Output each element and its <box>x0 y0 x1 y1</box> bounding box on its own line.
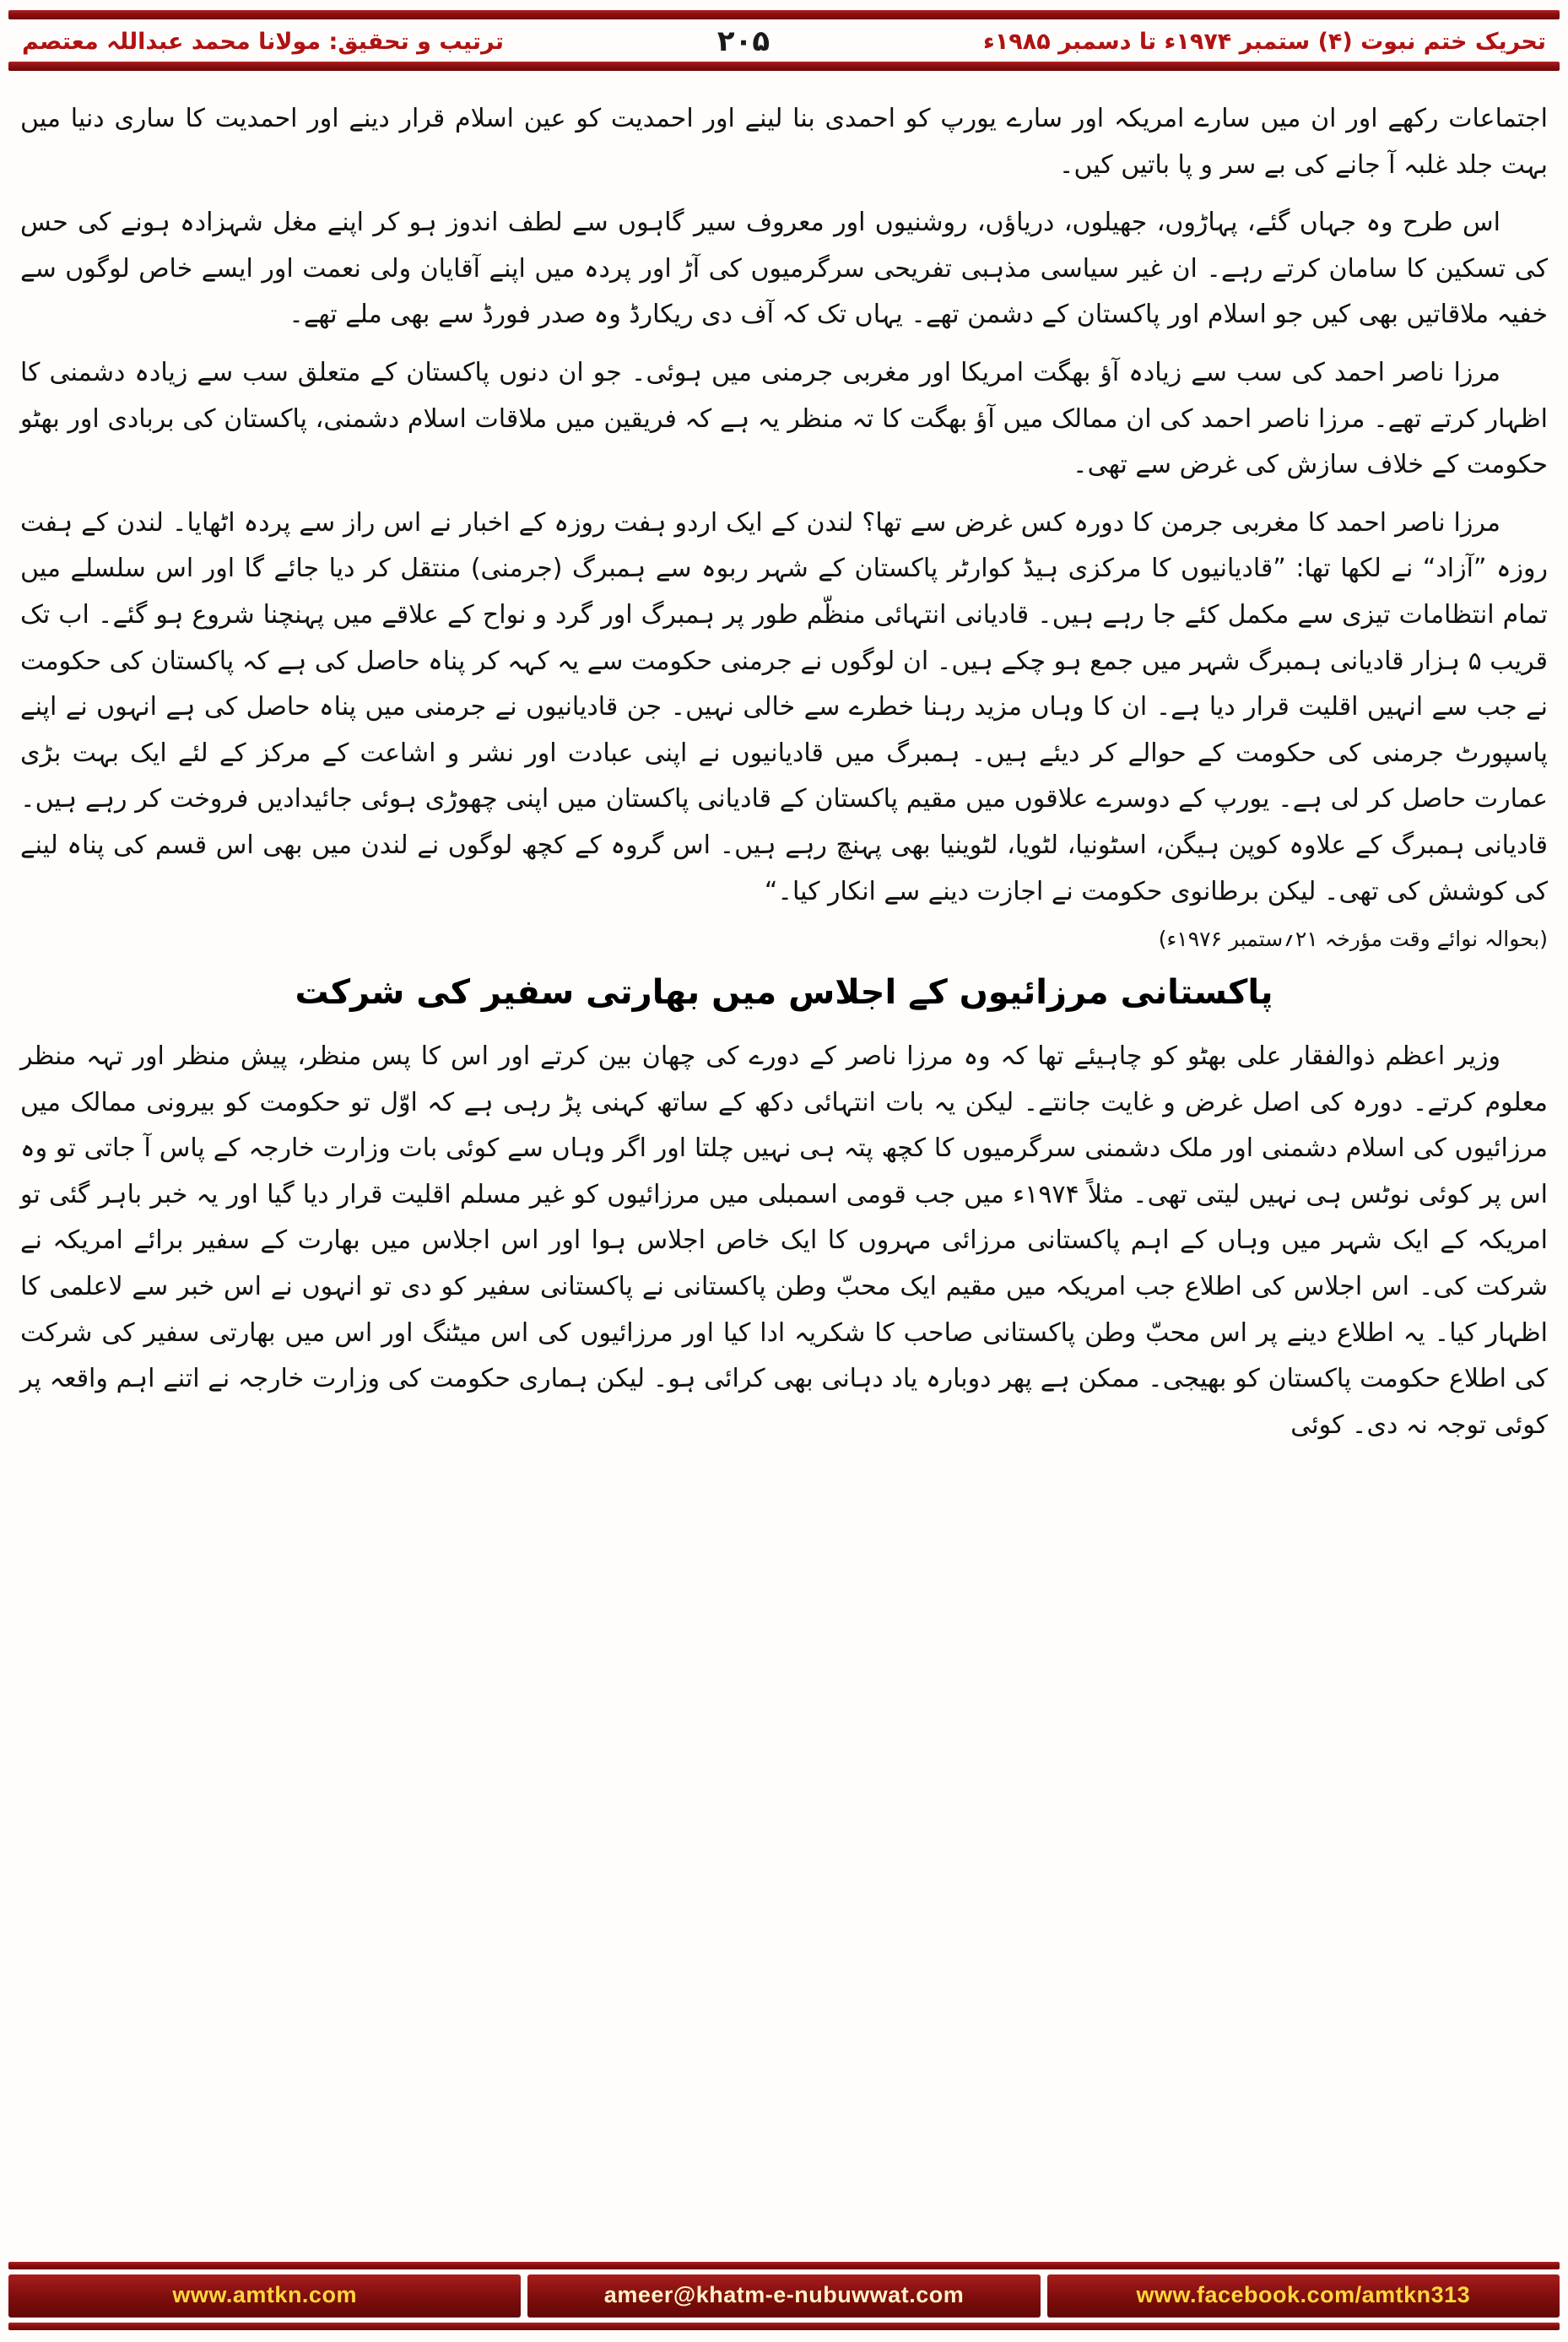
paragraph: اس طرح وہ جہاں گئے، پہاڑوں، جھیلوں، دریاؤں، روشنیوں اور معروف سیر گاہوں سے لطف اندوز ہو کر اپنے مغل شہزادہ ہونے کی حس کی تسکین کا سامان کرتے رہے۔ ان غیر سیاسی مذہبی تفریحی سرگرمیوں کی آڑ اور پردہ میں اپنے آقایان ولی نعمت اور ایسے خاص لوگوں سے خفیہ ملاقاتیں بھی کیں جو اسلام اور پاکستان کے دشمن تھے۔ یہاں تک کہ آف دی ریکارڈ وہ صدر فورڈ سے بھی ملے تھے۔ <box>20 208 1548 330</box>
footer-links-row <box>8 2274 1560 2318</box>
header-top-rule <box>8 10 1560 19</box>
footer-website-link[interactable]: www.amtkn.com <box>8 2274 521 2318</box>
paragraph: مرزا ناصر احمد کا مغربی جرمن کا دورہ کس غرض سے تھا؟ لندن کے ایک اردو ہفت روزہ کے اخبار نے اس راز سے پردہ اٹھایا۔ لندن کے ہفت روزہ ”آزاد“ نے لکھا تھا: ”قادیانیوں کا مرکزی ہیڈ کوارٹر پاکستان کے شہر ربوہ سے ہمبرگ (جرمنی) منتقل کر دیا جائے گا اور اس سلسلے میں تمام انتظامات تیزی سے مکمل کئے جا رہے ہیں۔ قادیانی انتہائی منظّم طور پر ہمبرگ اور گرد و نواح کے علاقے میں پہنچنا شروع ہو گئے۔ اب تک قریب ۵ ہزار قادیانی ہمبرگ شہر میں جمع ہو چکے ہیں۔ ان لوگوں نے جرمنی حکومت سے یہ کہہ کر پناہ حاصل کی ہے کہ پاکستان کی حکومت نے جب سے انہیں اقلیت قرار دیا ہے۔ ان کا وہاں مزید رہنا خطرے سے خالی نہیں۔ جن قادیانیوں نے جرمنی میں پناہ حاصل کی ہے انہوں نے اپنے پاسپورٹ جرمنی کی حکومت کے حوالے کر دیئے ہیں۔ ہمبرگ میں قادیانیوں نے اپنی عبادت اور نشر و اشاعت کے مرکز کے لئے ایک بہت بڑی عمارت حاصل کر لی ہے۔ یورپ کے دوسرے علاقوں میں مقیم پاکستان کے قادیانی پاکستان میں اپنی چھوڑی ہوئی جائیدادیں فروخت کر رہے ہیں۔ قادیانی ہمبرگ کے علاوہ کوپن ہیگن، اسٹونیا، لٹویا، لٹوینیا بھی پہنچ رہے ہیں۔ اس گروہ کے کچھ لوگوں نے لندن میں بھی اس قسم کی پناہ لینے کی کوشش کی تھی۔ لیکن برطانوی حکومت نے اجازت دینے سے انکار کیا۔“ <box>20 507 1548 906</box>
paragraph: مرزا ناصر احمد کی سب سے زیادہ آؤ بھگت امریکا اور مغربی جرمنی میں ہوئی۔ جو ان دنوں پاکستان کے متعلق سب سے زیادہ دشمنی کا اظہار کرتے تھے۔ مرزا ناصر احمد کی ان ممالک میں آؤ بھگت کا تہ منظر یہ ہے کہ فریقین میں ملاقات اسلام دشمنی، پاکستان کی بربادی اور بھٹو حکومت کے خلاف سازش کی غرض سے تھی۔ <box>20 357 1548 480</box>
paragraph: اجتماعات رکھے اور ان میں سارے امریکہ اور سارے یورپ کو احمدی بنا لینے اور احمدیت کو عین اسلام قرار دینے اور احمدیت کا ساری دنیا میں بہت جلد غلبہ آ جانے کی بے سر و پا باتیں کیں۔ <box>20 104 1548 180</box>
citation-line: (بحوالہ نوائے وقت مؤرخہ ۲۱؍ستمبر ۱۹۷۶ء) <box>1158 927 1548 952</box>
footer-bottom-rule <box>8 2323 1560 2330</box>
page-footer <box>0 2262 1568 2330</box>
paragraph: وزیر اعظم ذوالفقار علی بھٹو کو چاہیئے تھا کہ وہ مرزا ناصر کے دورے کی چھان بین کرتے اور اس کا پس منظر، پیش منظر اور تہہ منظر معلوم کرتے۔ دورہ کی اصل غرض و غایت جانتے۔ لیکن یہ بات انتہائی دکھ کے ساتھ کہنی پڑ رہی ہے کہ اوّل تو حکومت کو بیرونی ممالک میں مرزائیوں کی اسلام دشمنی اور ملک دشمنی سرگرمیوں کا کچھ پتہ ہی نہیں چلتا اور اگر وہاں سے کوئی بات وزارت خارجہ کے پاس آ جاتی تو وہ اس پر کوئی نوٹس ہی نہیں لیتی تھی۔ مثلاً ۱۹۷۴ء میں جب قومی اسمبلی میں مرزائیوں کو غیر مسلم اقلیت قرار دیا گیا اور یہ خبر باہر گئی تو امریکہ کے ایک شہر میں وہاں کے اہم پاکستانی مرزائی مہروں کا ایک خاص اجلاس ہوا اور اس اجلاس میں بھارت کے سفیر برائے امریکہ نے شرکت کی۔ اس اجلاس کی اطلاع جب امریکہ میں مقیم ایک محبّ وطن پاکستانی نے پاکستانی سفیر کو دی تو انہوں نے اس خبر سے لاعلمی کا اظہار کیا۔ یہ اطلاع دینے پر اس محبّ وطن پاکستانی صاحب کا شکریہ ادا کیا اور مرزائیوں کی اس میٹنگ اور اس میں بھارتی سفیر کی شرکت کی اطلاع حکومت پاکستان کو بھیجی۔ ممکن ہے پھر دوبارہ یاد دہانی بھی کرائی ہو۔ لیکن ہماری حکومت کی وزارت خارجہ نے اتنے اہم واقعہ پر کوئی توجہ نہ دی۔ کوئی <box>20 1041 1549 1440</box>
document-body <box>0 71 1568 1448</box>
header-bottom-rule <box>8 62 1560 71</box>
header-compiler-title: ترتیب و تحقیق: مولانا محمد عبداللہ معتصم <box>22 28 504 55</box>
page-header <box>0 19 1568 62</box>
footer-top-rule <box>8 2262 1560 2269</box>
section-heading: پاکستانی مرزائیوں کے اجلاس میں بھارتی سفیر کی شرکت <box>295 973 1273 1013</box>
footer-email-link[interactable]: ameer@khatm-e-nubuwwat.com <box>527 2274 1040 2318</box>
footer-facebook-link[interactable]: www.facebook.com/amtkn313 <box>1047 2274 1560 2318</box>
page-number: ۲۰۵ <box>716 24 770 58</box>
header-series-title: تحریک ختم نبوت (۴) ستمبر ۱۹۷۴ء تا دسمبر ۱۹۸۵ء <box>983 28 1546 55</box>
